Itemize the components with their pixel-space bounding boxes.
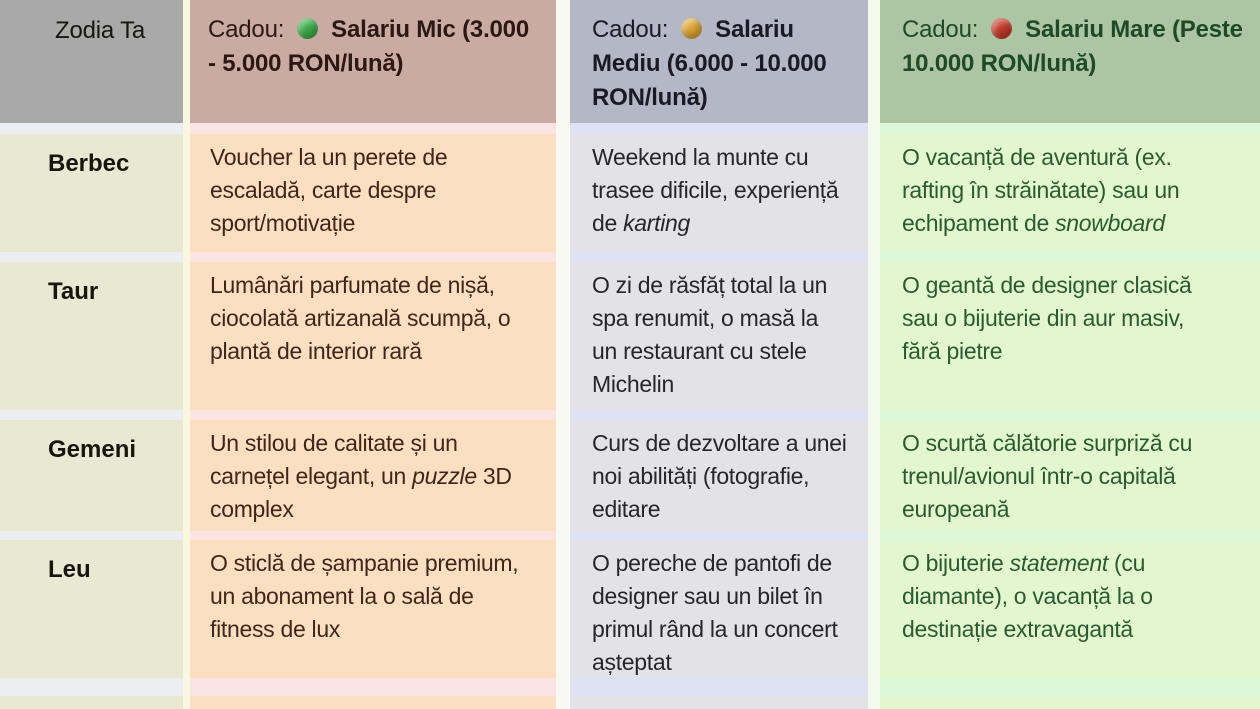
row-separator bbox=[570, 678, 868, 696]
partial-next-row-cell bbox=[0, 696, 183, 709]
header-title: Salariu Mic (3.000 - 5.000 RON/lună) bbox=[208, 16, 529, 77]
row-separator bbox=[570, 531, 868, 540]
row-separator bbox=[0, 410, 183, 420]
header-title: Salariu Mediu (6.000 - 10.000 RON/lună) bbox=[592, 16, 827, 111]
zodiac-column bbox=[0, 0, 183, 709]
column-separator bbox=[556, 0, 570, 709]
red-circle-icon bbox=[991, 18, 1012, 39]
row-separator bbox=[0, 252, 183, 262]
column-separator bbox=[183, 0, 190, 709]
gift-cell-leu-large: O bijuterie statement (cu diamante), o vacanță la o destinație extravagantă bbox=[880, 540, 1260, 678]
row-separator bbox=[880, 123, 1260, 134]
partial-next-row-cell bbox=[880, 696, 1260, 709]
row-separator bbox=[570, 410, 868, 420]
row-separator bbox=[880, 678, 1260, 696]
large-salary-column bbox=[880, 0, 1260, 709]
row-separator bbox=[190, 252, 556, 262]
zodiac-column-label: Zodia Ta bbox=[55, 17, 146, 44]
gift-cell-gemeni-small: Un stilou de calitate și un carnețel elegant, un puzzle 3D complex bbox=[190, 420, 556, 531]
header-cell-zodiac bbox=[0, 0, 183, 123]
partial-next-row-cell bbox=[570, 696, 868, 709]
green-circle-icon bbox=[297, 18, 318, 39]
row-separator bbox=[880, 531, 1260, 540]
header-prefix: Cadou: bbox=[208, 16, 285, 43]
column-separator bbox=[868, 0, 880, 709]
header-prefix: Cadou: bbox=[902, 16, 979, 43]
small-salary-column bbox=[190, 0, 556, 709]
row-separator bbox=[0, 531, 183, 540]
row-separator bbox=[190, 678, 556, 696]
gift-cell-berbec-small: Voucher la un perete de escaladă, carte despre sport/motivație bbox=[190, 134, 556, 252]
gift-cell-berbec-medium: Weekend la munte cu trasee dificile, experiență de karting bbox=[570, 134, 868, 252]
gift-cell-taur-small: Lumânări parfumate de nișă, ciocolată artizanală scumpă, o plantă de interior rară bbox=[190, 262, 556, 410]
gift-cell-taur-large: O geantă de designer clasică sau o bijuterie din aur masiv, fără pietre bbox=[880, 262, 1260, 410]
gift-cell-gemeni-medium: Curs de dezvoltare a unei noi abilități (fotografie, editare bbox=[570, 420, 868, 531]
gift-cell-gemeni-large: O scurtă călătorie surpriză cu trenul/avionul într-o capitală europeană bbox=[880, 420, 1260, 531]
row-separator bbox=[570, 123, 868, 134]
sign-label: Berbec bbox=[48, 150, 130, 177]
gift-cell-berbec-large: O vacanță de aventură (ex. rafting în străinătate) sau un echipament de snowboard bbox=[880, 134, 1260, 252]
sign-label: Leu bbox=[48, 556, 91, 583]
sign-cell-berbec bbox=[0, 134, 183, 252]
row-separator bbox=[190, 410, 556, 420]
header-cell-large-salary bbox=[880, 0, 1260, 123]
sign-label: Gemeni bbox=[48, 436, 137, 463]
row-separator bbox=[880, 252, 1260, 262]
sign-label: Taur bbox=[48, 278, 99, 305]
header-cell-medium-salary bbox=[570, 0, 868, 123]
gift-cell-leu-small: O sticlă de șampanie premium, un abonament la o sală de fitness de lux bbox=[190, 540, 556, 678]
sign-cell-leu bbox=[0, 540, 183, 678]
gift-cell-leu-medium: O pereche de pantofi de designer sau un bilet în primul rând la un concert așteptat bbox=[570, 540, 868, 678]
gift-cell-taur-medium: O zi de răsfăț total la un spa renumit, o masă la un restaurant cu stele Michelin bbox=[570, 262, 868, 410]
header-prefix: Cadou: bbox=[592, 16, 669, 43]
header-cell-small-salary bbox=[190, 0, 556, 123]
sign-cell-gemeni bbox=[0, 420, 183, 531]
sign-cell-taur bbox=[0, 262, 183, 410]
yellow-circle-icon bbox=[681, 18, 702, 39]
row-separator bbox=[190, 531, 556, 540]
row-separator bbox=[570, 252, 868, 262]
partial-next-row-cell bbox=[190, 696, 556, 709]
row-separator bbox=[190, 123, 556, 134]
row-separator bbox=[880, 410, 1260, 420]
medium-salary-column bbox=[570, 0, 868, 709]
row-separator bbox=[0, 123, 183, 134]
row-separator bbox=[0, 678, 183, 696]
header-title: Salariu Mare (Peste 10.000 RON/lună) bbox=[902, 16, 1243, 77]
